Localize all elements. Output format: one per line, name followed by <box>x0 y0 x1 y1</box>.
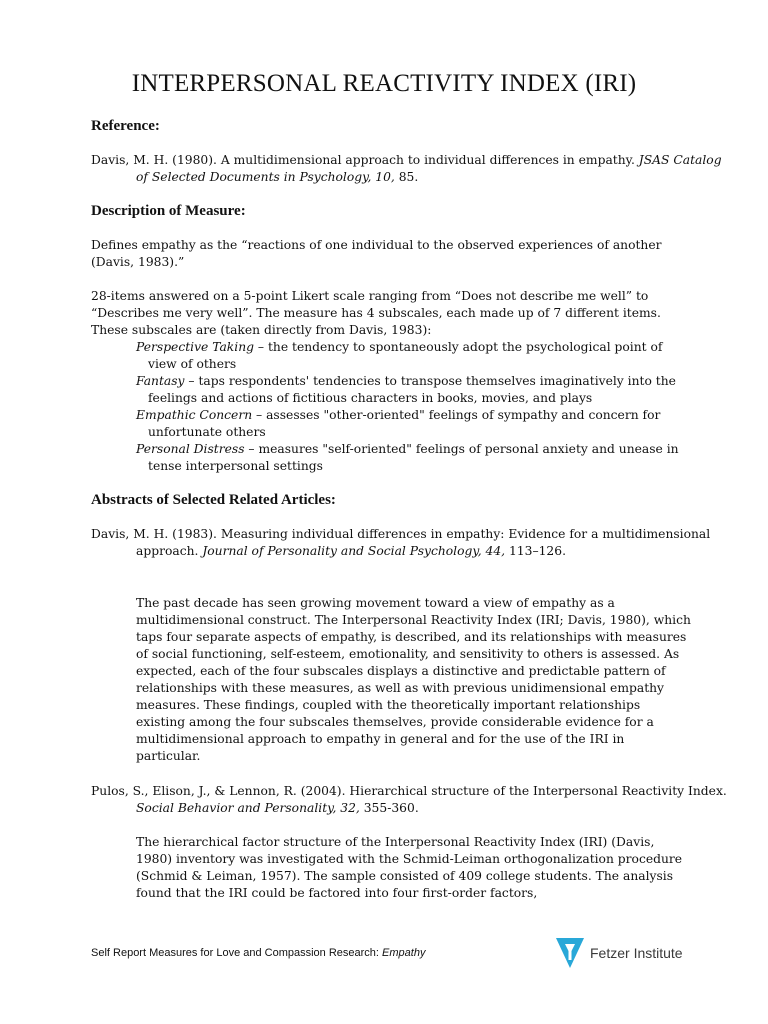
subscale-desc: – taps respondents' tendencies to transpose themselves imaginatively into the feelings and actions of fictitious characters in books, movies, and plays <box>148 374 676 405</box>
subscale-item <box>136 373 691 407</box>
reference-heading: Reference: <box>91 118 160 134</box>
subscale-list <box>136 339 691 475</box>
description-heading: Description of Measure: <box>91 203 246 219</box>
reference-citation <box>91 152 736 186</box>
footer-text: Self Report Measures for Love and Compassion Research: <box>91 947 383 959</box>
subscale-name: Empathic Concern <box>136 408 253 422</box>
article-1-abstract: The past decade has seen growing movement toward a view of empathy as a multidimensional construct. The Interpersonal Reactivity Index (IRI; Davis, 1980), which taps four separate aspects of empathy, is described, and its relationships with measures of social functioning, self-esteem, emotionality, and sensitivity to others is assessed. As expected, each of the four subscales displays a distinctive and predictable pattern of relationships with these measures, as well as with previous unidimensional empathy measures. These findings, coupled with the theoretically important relationships existing among the four subscales themselves, provide considerable evidence for a multidimensional approach to empathy in general and for the use of the IRI in particular. <box>136 596 691 763</box>
subscale-item <box>136 441 691 475</box>
citation-pages: 85. <box>394 170 419 184</box>
subscale-name: Fantasy <box>136 374 185 388</box>
citation-text: Davis, M. H. (1980). A multidimensional approach to individual differences in empathy. <box>91 153 635 167</box>
article-2-abstract: The hierarchical factor structure of the Interpersonal Reactivity Index (IRI) (Davis, 1980) inventory was investigated with the Schmid-Leiman orthogonalization procedure (Schmid & Leiman, 1957). The sample consisted of 409 college students. The analysis found that the IRI could be factored into four first-order factors, <box>136 835 683 900</box>
page-title: INTERPERSONAL REACTIVITY INDEX (IRI) <box>131 70 637 97</box>
footer-emphasis: Empathy <box>382 947 426 959</box>
article-2-citation <box>91 783 736 817</box>
subscale-desc: – the tendency to spontaneously adopt the psychological point of view of others <box>148 340 663 371</box>
article-1-citation <box>91 526 736 560</box>
article-citation-text: Pulos, S., Elison, J., & Lennon, R. (2004). Hierarchical structure of the Interpersonal Reactivity Index. <box>91 784 727 798</box>
abstracts-heading: Abstracts of Selected Related Articles: <box>91 492 336 508</box>
subscale-name: Perspective Taking <box>136 340 254 354</box>
citation-journal: JSAS Catalog of Selected Documents in Psychology, 10, <box>136 153 722 184</box>
footer-caption <box>91 947 425 959</box>
subscale-name: Personal Distress <box>136 442 245 456</box>
article-pages: 355-360. <box>359 801 419 815</box>
article-journal: Social Behavior and Personality, 32, <box>136 801 360 815</box>
subscale-desc: – assesses "other-oriented" feelings of sympathy and concern for unfortunate others <box>148 408 661 439</box>
article-pages: 113–126. <box>505 544 566 558</box>
subscale-item <box>136 339 691 373</box>
fetzer-logo-icon <box>556 938 584 968</box>
logo-text: Fetzer Institute <box>590 945 683 961</box>
article-citation-text: Davis, M. H. (1983). Measuring individual differences in empathy: Evidence for a multidimensional approach. <box>91 527 711 558</box>
subscale-item <box>136 407 691 441</box>
fetzer-logo <box>556 938 683 968</box>
article-journal: Journal of Personality and Social Psychology, 44, <box>202 544 506 558</box>
description-para-2: 28-items answered on a 5-point Likert scale ranging from “Does not describe me well” to “Describes me very well”. The measure has 4 subscales, each made up of 7 different items. These subscales are (taken directly from Davis, 1983): <box>91 289 661 337</box>
subscale-desc: – measures "self-oriented" feelings of personal anxiety and unease in tense interpersonal settings <box>148 442 679 473</box>
description-para-1: Defines empathy as the “reactions of one individual to the observed experiences of another (Davis, 1983).” <box>91 238 662 269</box>
